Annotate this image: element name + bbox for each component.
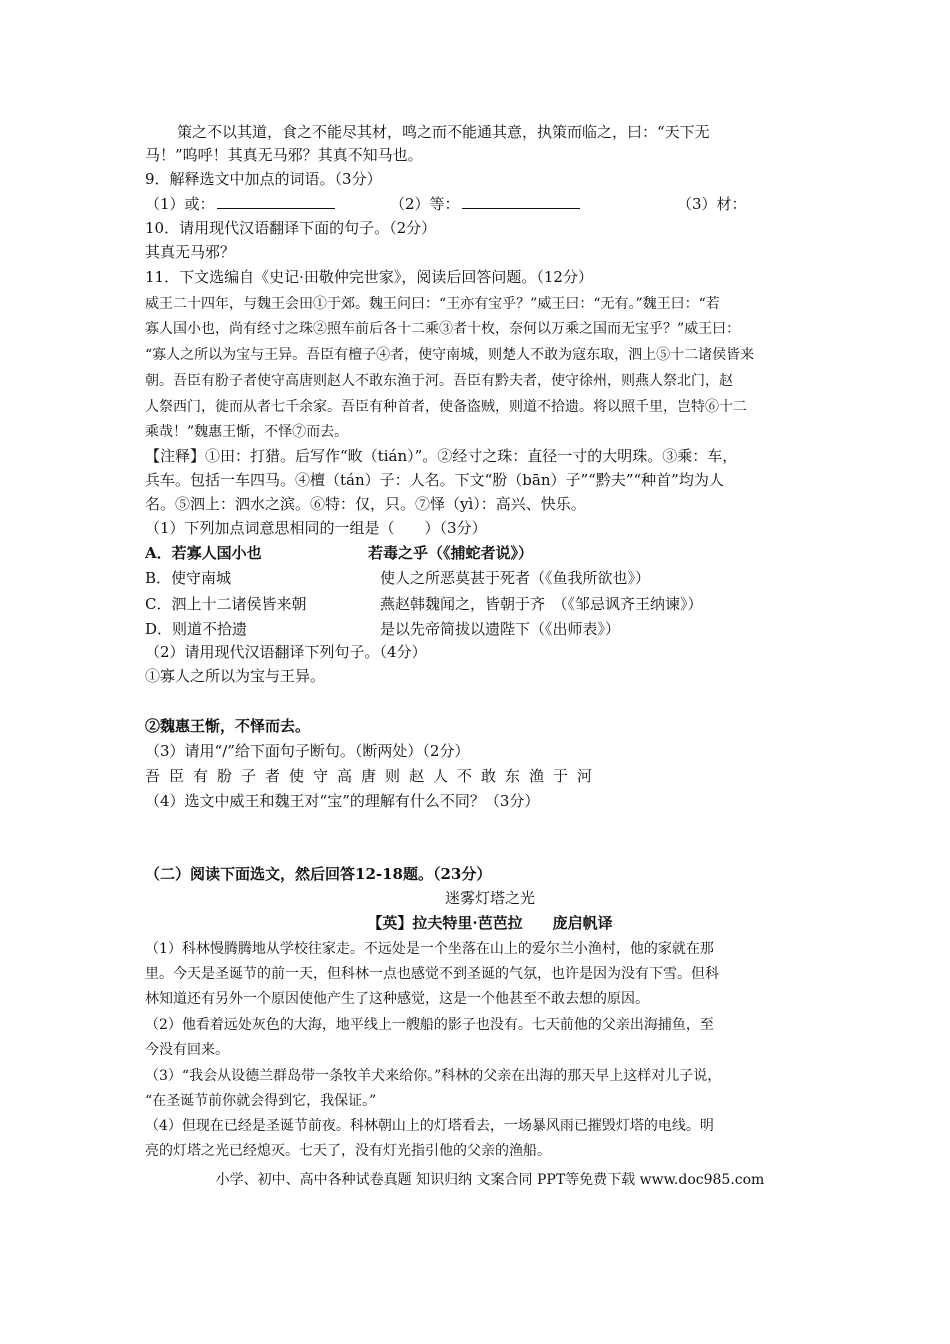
translate-sentence-1: ①寡人之所以为宝与王异。 xyxy=(145,667,326,685)
option-c-right: 燕赵韩魏闻之，皆朝于齐 （《邹忌讽齐王纳谏》） xyxy=(380,595,703,613)
passage-line: 马！”呜呼！其真无马邪？其真不知马也。 xyxy=(145,146,423,164)
paragraph-4-line: 亮的灯塔之光已经熄灭。七天了，没有灯光指引他的父亲的渔船。 xyxy=(145,1143,551,1159)
sub-question-2: （2）请用现代汉语翻译下列句子。（4分） xyxy=(145,643,427,661)
answer-blank-2[interactable] xyxy=(462,194,580,209)
classical-text-line: 寡人国小也，尚有经寸之珠②照车前后各十二乘③者十枚，奈何以万乘之国而无宝乎？”威王曰： xyxy=(145,321,741,337)
paragraph-3-line: （3）“我会从设德兰群岛带一条牧羊犬来给你。”科林的父亲在出海的那天早上这样对儿子说， xyxy=(145,1068,722,1084)
paragraph-1-line: 里。今天是圣诞节的前一天，但科林一点也感觉不到圣诞的气氛，也许是因为没有下雪。但科 xyxy=(145,966,719,982)
part-two-heading: （二）阅读下面选文，然后回答12-18题。（23分） xyxy=(145,865,492,883)
question-10-stem: 10．请用现代汉语翻译下面的句子。（2分） xyxy=(145,219,437,237)
paragraph-4-line: （4）但现在已经是圣诞节前夜。科林朝山上的灯塔看去，一场暴风雨已摧毁灯塔的电线。明 xyxy=(145,1118,714,1134)
classical-text-line: 威王二十四年，与魏王会田①于郊。魏王问曰：“王亦有宝乎？”威王曰：“无有。”魏王曰：“若 xyxy=(145,296,720,312)
paragraph-3-line: “在圣诞节前你就会得到它，我保证。” xyxy=(145,1093,377,1109)
paragraph-2-line: （2）他看着远处灰色的大海，地平线上一艘船的影子也没有。七天前他的父亲出海捕鱼，至 xyxy=(145,1017,714,1033)
paragraph-1-line: 林知道还有另外一个原因使他产生了这种感觉，这是一个他甚至不敢去想的原因。 xyxy=(145,991,649,1007)
classical-text-line: 人祭西门，徙而从者七千余家。吾臣有种首者，使备盗贼，则道不拾遗。将以照千里，岂特⑥十二 xyxy=(145,399,747,415)
option-d-right: 是以先帝简拔以遗陛下（《出师表》） xyxy=(380,620,621,638)
sub-question-1: （1）下列加点词意思相同的一组是（ ）（3分） xyxy=(145,519,487,537)
question-9-blanks xyxy=(145,192,835,216)
option-d[interactable] xyxy=(145,617,835,641)
option-c-left: C．泗上十二诸侯皆来朝 xyxy=(145,595,307,613)
translate-sentence-2: ②魏惠王惭，不怿而去。 xyxy=(145,717,311,735)
paragraph-2-line: 今没有回来。 xyxy=(145,1042,229,1058)
article-title: 迷雾灯塔之光 xyxy=(444,889,535,907)
classical-text-line: 乘哉！”魏惠王惭，不怿⑦而去。 xyxy=(145,424,349,440)
question-10-sentence: 其真无马邪？ xyxy=(145,243,236,261)
annotation-line: 【注释】①田：打猎。后写作“畋（tián）”。②经寸之珠：直径一寸的大明珠。③乘：车， xyxy=(145,447,738,465)
answer-blank-1[interactable] xyxy=(217,194,335,209)
blank-label-1: （1）或： xyxy=(145,195,215,213)
paragraph-1-line: （1）科林慢腾腾地从学校往家走。不远处是一个坐落在山上的爱尔兰小渔村，他的家就在那 xyxy=(145,941,714,957)
sub-question-3: （3）请用“/”给下面句子断句。（断两处）（2分） xyxy=(145,742,470,760)
option-b[interactable] xyxy=(145,566,835,590)
sub-question-4: （4）选文中威王和魏王对“宝”的理解有什么不同？（3分） xyxy=(145,792,540,810)
option-a-right: 若毒之乎（《捕蛇者说》） xyxy=(368,544,534,562)
classical-text-line: 朝。吾臣有肦子者使守高唐则赵人不敢东渔于河。吾臣有黔夫者，使守徐州，则燕人祭北门，赵 xyxy=(145,373,733,389)
option-a[interactable] xyxy=(145,541,835,565)
question-9-stem: 9．解释选文中加点的词语。（3分） xyxy=(145,170,382,188)
page-footer: 小学、初中、高中各种试卷真题 知识归纳 文案合同 PPT等免费下载 www.doc985.com xyxy=(215,1172,765,1188)
blank-label-2: （2）等： xyxy=(390,195,460,213)
option-d-left: D．则道不拾遗 xyxy=(145,620,248,638)
annotation-line: 兵车。包括一车四马。④檀（tán）子：人名。下文“肦（bān）子”“黔夫”“种首”均为人 xyxy=(145,471,724,489)
option-a-left: A．若寡人国小也 xyxy=(145,544,262,562)
passage-line: 策之不以其道，食之不能尽其材，鸣之而不能通其意，执策而临之，曰：“天下无 xyxy=(177,123,710,141)
option-c[interactable] xyxy=(145,592,835,616)
option-b-right: 使人之所恶莫甚于死者（《鱼我所欲也》） xyxy=(380,569,651,587)
classical-text-line: “寡人之所以为宝与王异。吾臣有檀子④者，使守南城，则楚人不敢为寇东取，泗上⑤十二诸侯皆来 xyxy=(145,347,755,363)
punctuation-sentence: 吾臣有肦子者使守高唐则赵人不敢东渔于河 xyxy=(145,767,602,785)
annotation-line: 名。⑤泗上：泗水之滨。⑥特：仅，只。⑦怿（yì）：高兴、快乐。 xyxy=(145,495,586,513)
article-author: 【英】拉夫特里·芭芭拉 庞启帆译 xyxy=(367,914,613,932)
blank-label-2-wrap xyxy=(390,192,580,216)
question-11-stem: 11．下文选编自《史记·田敬仲完世家》，阅读后回答问题。（12分） xyxy=(145,268,593,286)
blank-label-3: （3）材： xyxy=(677,195,747,213)
option-b-left: B．使守南城 xyxy=(145,569,232,587)
